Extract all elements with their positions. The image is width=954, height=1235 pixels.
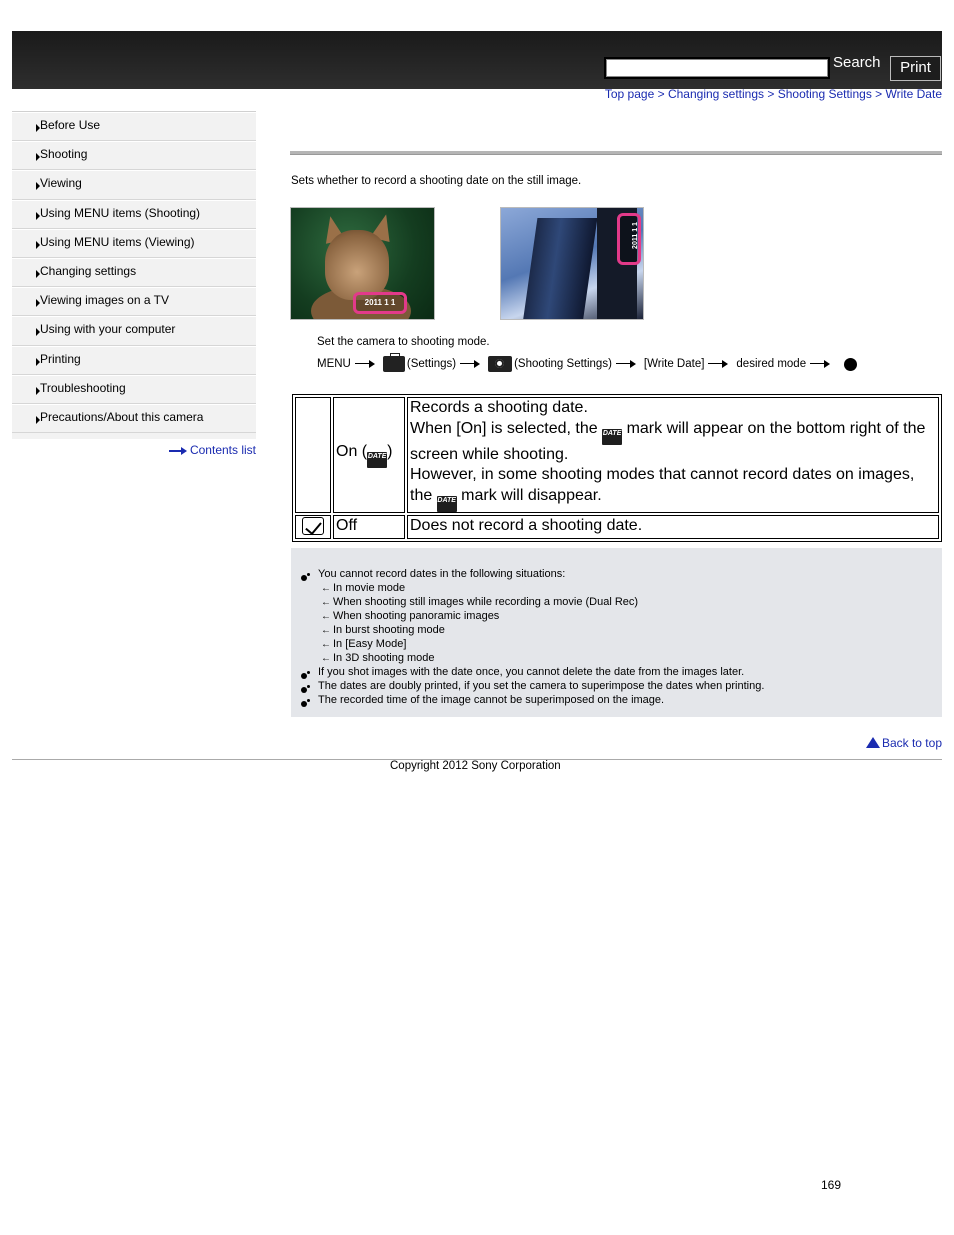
settings-label: (Settings)	[406, 358, 457, 370]
sidebar-item-precautions[interactable]: Precautions/About this camera	[12, 404, 256, 433]
breadcrumb-separator: >	[767, 87, 775, 101]
option-desc-on: Records a shooting date. When [On] is selected, the DATE mark will appear on the bottom right of the screen while shooting. However, in some shooting modes that cannot record dates on images, the DATE mark will disappear.	[407, 397, 939, 513]
notes-box	[291, 548, 942, 717]
option-mark-cell	[295, 515, 331, 539]
note-subitem: ← In [Easy Mode]	[321, 638, 406, 650]
date-icon: DATE	[367, 452, 387, 468]
sidebar-item-changing-settings[interactable]: Changing settings	[12, 258, 256, 287]
sidebar-item-menu-shooting[interactable]: Using MENU items (Shooting)	[12, 200, 256, 229]
caret-right-icon	[36, 358, 40, 366]
cat-photo	[290, 207, 435, 320]
option-row-on	[295, 397, 939, 513]
option-name-off: Off	[333, 515, 405, 539]
caret-right-icon	[36, 212, 40, 220]
sidebar-item-before-use[interactable]: Before Use	[12, 112, 256, 141]
option-name-on: On (DATE)	[333, 397, 405, 513]
sidebar-item-computer[interactable]: Using with your computer	[12, 316, 256, 345]
contents-list-link[interactable]: Contents list	[169, 443, 256, 457]
sidebar-item-shooting[interactable]: Shooting	[12, 141, 256, 170]
caret-right-icon	[36, 299, 40, 307]
note-subitem: ← In movie mode	[321, 582, 405, 594]
note-text: You cannot record dates in the following situations:	[318, 568, 566, 580]
breadcrumb	[605, 87, 942, 101]
option-desc-off: Does not record a shooting date.	[407, 515, 939, 539]
breadcrumb-link-changing-settings[interactable]: Changing settings	[667, 87, 765, 101]
search-input[interactable]	[604, 57, 830, 79]
building	[521, 218, 598, 320]
sidebar-item-printing[interactable]: Printing	[12, 346, 256, 375]
sidebar-item-menu-viewing[interactable]: Using MENU items (Viewing)	[12, 229, 256, 258]
date-icon: DATE	[602, 429, 622, 445]
note-subitem: ← When shooting still images while recording a movie (Dual Rec)	[321, 596, 638, 608]
note-bullet-icon	[301, 701, 307, 707]
sidebar-item-troubleshooting[interactable]: Troubleshooting	[12, 375, 256, 404]
caret-right-icon	[36, 328, 40, 336]
note-bullet-icon	[301, 575, 307, 581]
caret-right-icon	[36, 416, 40, 424]
breadcrumb-link-shooting-settings[interactable]: Shooting Settings	[777, 87, 872, 101]
caret-right-icon	[36, 241, 40, 249]
caret-right-icon	[36, 182, 40, 190]
arrow-right-icon	[460, 360, 480, 368]
caret-right-icon	[36, 387, 40, 395]
center-button-icon	[844, 358, 857, 371]
cat-head	[325, 230, 389, 300]
building-photo	[500, 207, 644, 320]
sidebar-item-viewing[interactable]: Viewing	[12, 170, 256, 199]
arrow-right-icon	[169, 447, 187, 455]
arrow-right-icon	[810, 360, 830, 368]
desired-mode-label: desired mode	[736, 358, 807, 370]
option-mark-cell	[295, 397, 331, 513]
step-1-text: Set the camera to shooting mode.	[317, 336, 490, 348]
copyright-text: Copyright 2012 Sony Corporation	[390, 760, 561, 772]
note-subitem: ← When shooting panoramic images	[321, 610, 499, 622]
print-button[interactable]: Print	[890, 56, 941, 81]
note-bullet-icon	[301, 673, 307, 679]
note-subitem: ← In burst shooting mode	[321, 624, 445, 636]
options-table	[292, 394, 942, 542]
breadcrumb-separator: >	[875, 87, 883, 101]
write-date-label: [Write Date]	[643, 358, 705, 370]
triangle-up-icon	[866, 737, 880, 748]
intro-text: Sets whether to record a shooting date on the still image.	[291, 175, 582, 187]
date-stamp: 2011 1 1	[353, 292, 407, 314]
note-text: If you shot images with the date once, you cannot delete the date from the images later.	[318, 666, 745, 678]
arrow-right-icon	[616, 360, 636, 368]
shooting-settings-label: (Shooting Settings)	[514, 358, 612, 370]
breadcrumb-current-write-date[interactable]: Write Date	[885, 87, 942, 101]
camera-settings-icon	[488, 356, 512, 372]
note-bullet-icon	[301, 687, 307, 693]
search-button[interactable]: Search	[833, 54, 881, 71]
checkmark-icon	[302, 517, 324, 535]
caret-right-icon	[36, 124, 40, 132]
note-text: The dates are doubly printed, if you set the camera to superimpose the dates when printing.	[318, 680, 765, 692]
arrow-right-icon	[355, 360, 375, 368]
title-rule	[290, 151, 942, 155]
note-subitem: ← In 3D shooting mode	[321, 652, 435, 664]
back-to-top-link[interactable]: Back to top	[866, 736, 942, 750]
menu-label: MENU	[317, 358, 351, 370]
settings-toolbox-icon	[383, 356, 405, 372]
note-text: The recorded time of the image cannot be superimposed on the image.	[318, 694, 665, 706]
date-stamp: 2011 1 1	[617, 213, 641, 265]
arrow-right-icon	[708, 360, 728, 368]
page-number: 169	[821, 1178, 842, 1192]
breadcrumb-separator: >	[657, 87, 665, 101]
sidebar	[12, 111, 256, 439]
sidebar-item-viewing-tv[interactable]: Viewing images on a TV	[12, 287, 256, 316]
date-icon: DATE	[437, 496, 457, 512]
step-2-menu-path	[317, 356, 857, 372]
option-row-off	[295, 515, 939, 539]
breadcrumb-link-top[interactable]: Top page	[604, 87, 655, 101]
caret-right-icon	[36, 270, 40, 278]
caret-right-icon	[36, 153, 40, 161]
